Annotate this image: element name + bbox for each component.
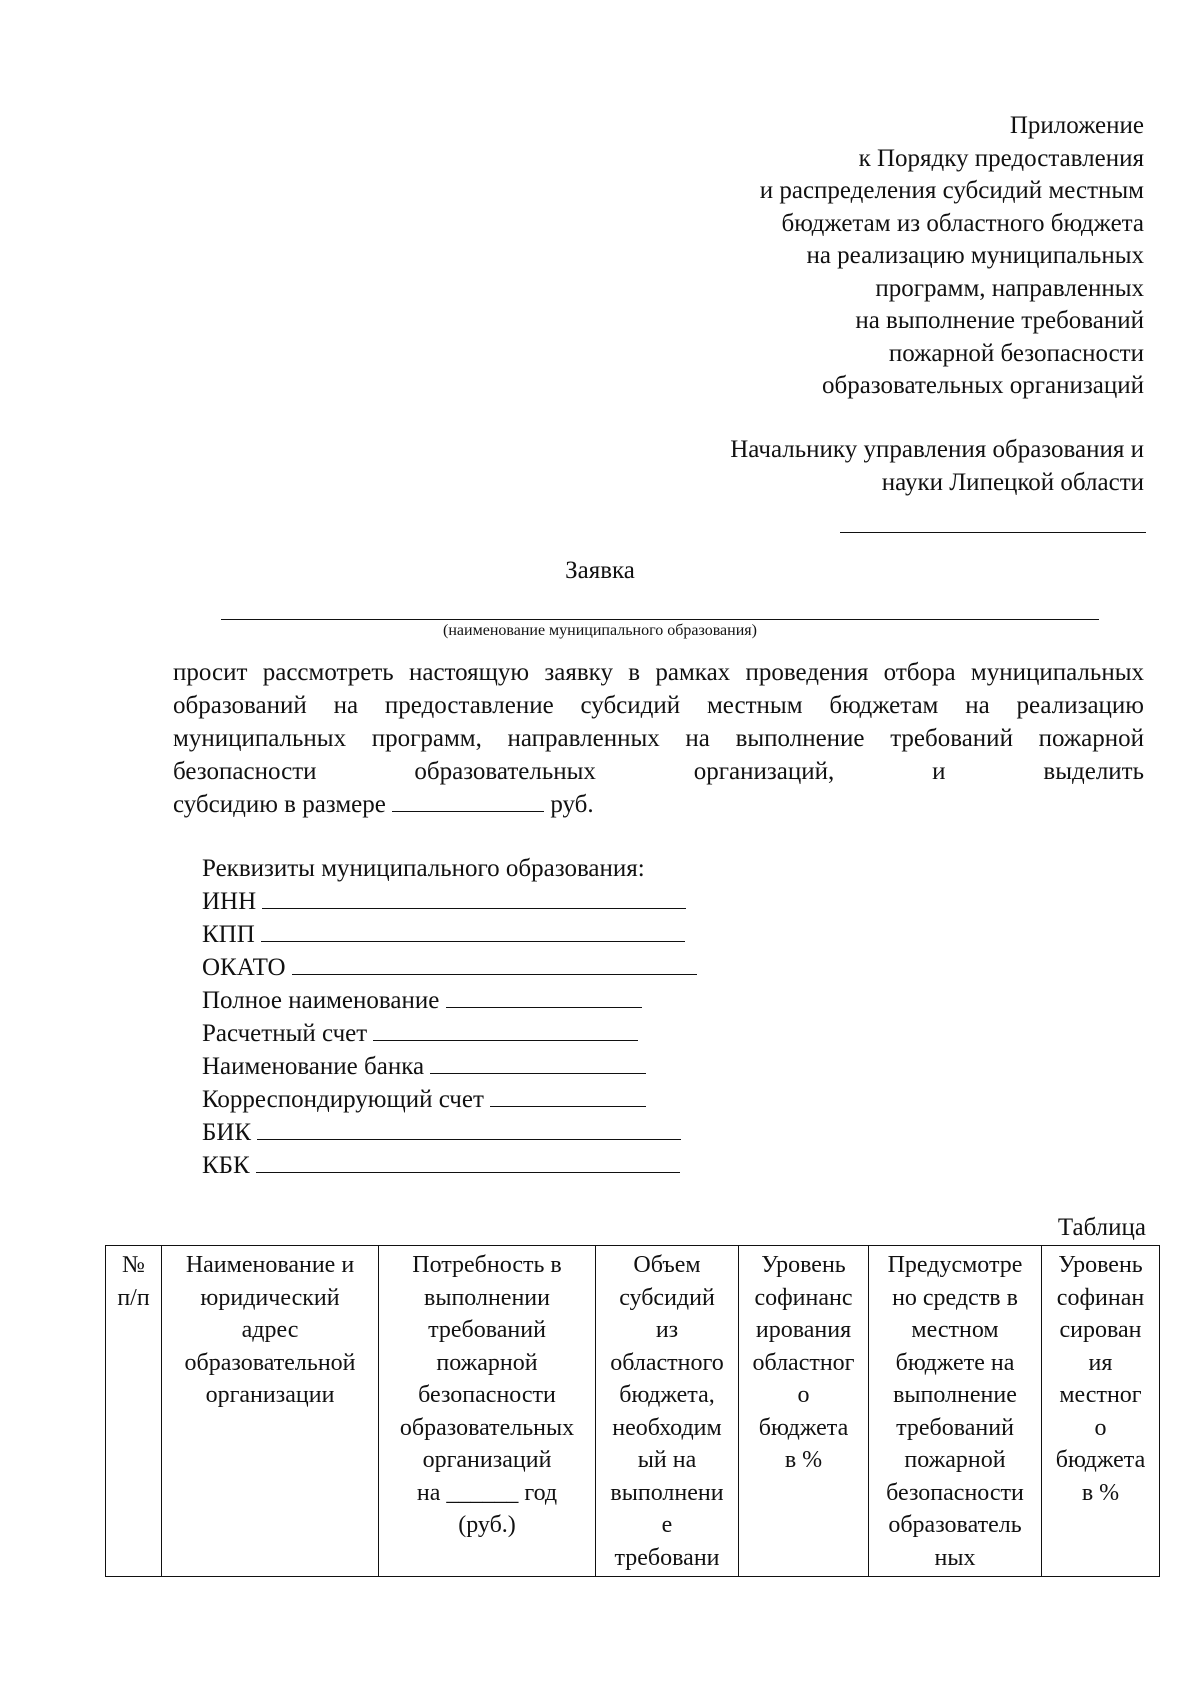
- header-text: организаций: [422, 1447, 552, 1473]
- header-text: безопасности: [886, 1479, 1024, 1506]
- appendix-line: Приложение: [1009, 112, 1144, 139]
- header-text: бюджете на: [895, 1349, 1015, 1376]
- requisite-inn: [202, 885, 697, 918]
- header-text: Объем: [633, 1252, 701, 1278]
- header-text: сирован: [1059, 1317, 1142, 1343]
- header-cell-subsidy-volume: [596, 1246, 739, 1577]
- header-text: ирования: [755, 1317, 852, 1343]
- full-name-blank[interactable]: [446, 985, 642, 1008]
- request-paragraph: [173, 656, 1144, 821]
- header-cell-regional-cofinancing: [739, 1246, 869, 1577]
- requisite-label: ОКАТО: [202, 954, 286, 981]
- header-text: софинан: [1056, 1284, 1145, 1311]
- account-blank[interactable]: [373, 1018, 638, 1041]
- appendix-line: и распределения субсидий местным: [759, 177, 1144, 204]
- table-header-row: [106, 1246, 1160, 1577]
- addressee-line: Начальнику управления образования и: [730, 436, 1144, 463]
- header-text: ных: [934, 1544, 976, 1571]
- header-text: Предусмотре: [887, 1252, 1023, 1278]
- requisites-block: [202, 852, 697, 1182]
- header-text: образовательной: [184, 1349, 356, 1376]
- header-text: областного: [610, 1349, 724, 1376]
- header-text: софинанс: [754, 1284, 853, 1311]
- header-text: в %: [784, 1447, 823, 1473]
- appendix-line: бюджетам из областного бюджета: [781, 209, 1144, 237]
- requisite-label: КПП: [202, 921, 255, 948]
- appendix-line: к Порядку предоставления: [858, 144, 1144, 172]
- addressee-block: [624, 434, 1144, 499]
- header-text: областног: [752, 1349, 855, 1376]
- correspondent-account-blank[interactable]: [490, 1084, 646, 1107]
- header-text: местног: [1059, 1382, 1142, 1408]
- bik-blank[interactable]: [257, 1117, 681, 1140]
- header-cell-number: [106, 1246, 162, 1577]
- requisite-bik: [202, 1116, 697, 1149]
- header-text: образователь: [888, 1512, 1022, 1538]
- header-text: требовани: [614, 1544, 720, 1571]
- requisite-label: Наименование банка: [202, 1053, 425, 1080]
- header-text: бюджета: [1055, 1447, 1146, 1473]
- header-text: образовательных: [399, 1414, 575, 1441]
- header-text: бюджета: [758, 1414, 849, 1441]
- table-label: Таблица: [1057, 1214, 1146, 1241]
- header-text: необходим: [612, 1414, 722, 1441]
- bank-name-blank[interactable]: [430, 1051, 646, 1074]
- requisite-full-name: [202, 984, 697, 1017]
- header-text: пожарной: [904, 1447, 1006, 1473]
- requisite-label: КБК: [202, 1152, 250, 1179]
- municipality-name-blank[interactable]: [221, 619, 1099, 620]
- header-text: ый на: [637, 1447, 697, 1473]
- kbk-blank[interactable]: [256, 1150, 680, 1173]
- appendix-header: [624, 110, 1144, 403]
- header-text: юридический: [200, 1284, 340, 1311]
- header-text: Уровень: [1058, 1252, 1143, 1278]
- header-text: (руб.): [458, 1512, 516, 1538]
- appendix-line: программ, направленных: [875, 274, 1144, 302]
- header-text: требований: [428, 1317, 546, 1343]
- addressee-line: науки Липецкой области: [881, 468, 1144, 496]
- requisite-bank-name: [202, 1050, 697, 1083]
- header-text: на ______ год: [416, 1479, 558, 1506]
- header-text: в %: [1081, 1479, 1120, 1506]
- requisite-account: [202, 1017, 697, 1050]
- requisite-kbk: [202, 1149, 697, 1182]
- appendix-line: образовательных организаций: [821, 372, 1144, 399]
- header-text: организации: [205, 1382, 335, 1408]
- appendix-line: на реализацию муниципальных: [806, 242, 1144, 269]
- header-text: из: [655, 1317, 679, 1343]
- requisite-label: Полное наименование: [202, 987, 440, 1014]
- header-text: Потребность в: [412, 1252, 562, 1278]
- okato-blank[interactable]: [292, 952, 697, 975]
- requisite-kpp: [202, 918, 697, 951]
- municipality-caption: (наименование муниципального образования): [443, 622, 757, 639]
- appendix-line: пожарной безопасности: [888, 339, 1144, 367]
- requisite-label: ИНН: [202, 888, 257, 915]
- request-text: просит рассмотреть настоящую заявку в рамках проведения отбора муниципальных образований на предоставление субсидий местным бюджетам на реализацию муниципальных программ, направленных на выполнение требований пожарной безопасности образовательных организаций, и выделить: [173, 659, 1144, 785]
- amount-prefix: субсидию в размере: [173, 791, 386, 818]
- header-text: бюджета,: [619, 1382, 715, 1408]
- header-text: безопасности: [418, 1382, 556, 1408]
- addressee-name-blank[interactable]: [840, 532, 1146, 533]
- header-text: о: [1094, 1414, 1107, 1441]
- header-cell-need: [379, 1246, 596, 1577]
- requisite-label: БИК: [202, 1119, 252, 1146]
- requisite-label: Расчетный счет: [202, 1020, 368, 1047]
- header-text: Наименование и: [185, 1252, 355, 1278]
- amount-blank[interactable]: [392, 789, 544, 812]
- header-cell-local-cofinancing: [1042, 1246, 1160, 1577]
- header-text: субсидий: [619, 1284, 715, 1311]
- header-text: местном: [911, 1317, 999, 1343]
- header-cell-local-funds: [869, 1246, 1042, 1577]
- header-text: пожарной: [436, 1349, 538, 1376]
- inn-blank[interactable]: [262, 886, 686, 909]
- header-text: п/п: [117, 1284, 150, 1311]
- header-text: Уровень: [761, 1252, 846, 1278]
- header-text: №: [122, 1252, 145, 1278]
- kpp-blank[interactable]: [261, 919, 685, 942]
- requisite-label: Корреспондирующий счет: [202, 1086, 484, 1113]
- header-text: но средств в: [892, 1284, 1018, 1311]
- appendix-line: на выполнение требований: [855, 307, 1144, 334]
- header-text: требований: [896, 1414, 1014, 1441]
- header-text: о: [797, 1382, 810, 1408]
- application-table: [105, 1245, 1160, 1577]
- header-text: выполнении: [424, 1284, 550, 1311]
- header-text: е: [661, 1512, 673, 1538]
- header-cell-organization: [162, 1246, 379, 1577]
- header-text: выполнение: [893, 1382, 1017, 1408]
- header-text: адрес: [241, 1317, 299, 1343]
- header-text: выполнени: [610, 1479, 724, 1506]
- requisites-heading: Реквизиты муниципального образования:: [202, 855, 645, 882]
- amount-suffix: руб.: [550, 791, 594, 818]
- header-text: ия: [1088, 1349, 1113, 1376]
- requisite-correspondent-account: [202, 1083, 697, 1116]
- document-title: Заявка: [565, 557, 635, 584]
- requisite-okato: [202, 951, 697, 984]
